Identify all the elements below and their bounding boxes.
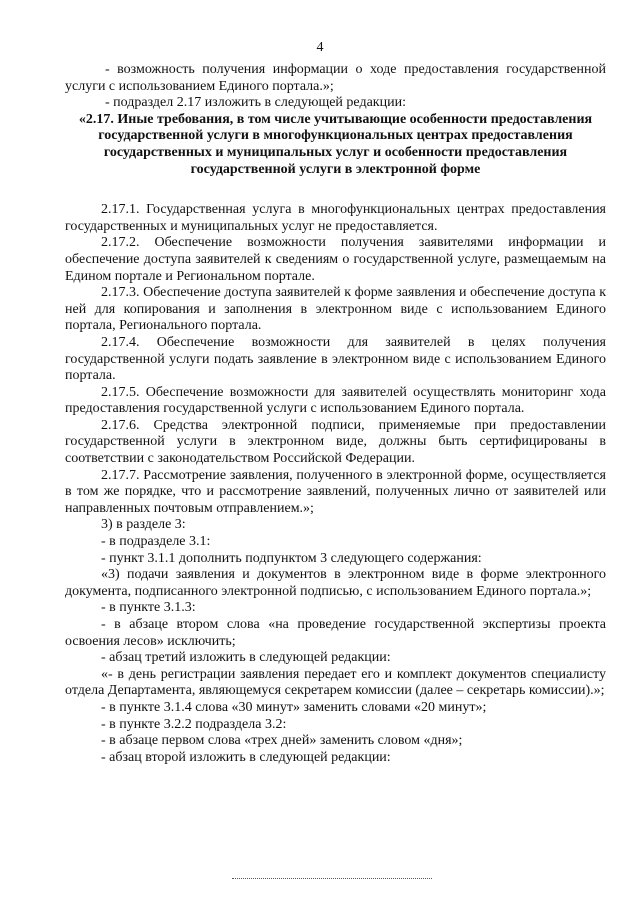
section3-line-4: «3) подачи заявления и документов в электронном виде в форме электронного документа, подписанного электронной подписью, с использованием Единого портала.»;: [65, 567, 606, 599]
section-heading-2-17: «2.17. Иные требования, в том числе учитывающие особенности предоставления государственной услуги в многофункциональных центрах предоставления государственных и муниципальных услуг и особенности предоставления государственной услуги в электронной форме: [78, 111, 593, 177]
section3-line-6: - в абзаце втором слова «на проведение государственной экспертизы проекта освоения лесов» исключить;: [65, 617, 606, 649]
item-2-17-6: 2.17.6. Средства электронной подписи, применяемые при предоставлении государственной услуги в электронном виде, должны быть сертифицированы в соответствии с законодательством Российской Федерации.: [65, 417, 606, 467]
section3-line-5: - в пункте 3.1.3:: [101, 600, 196, 616]
paragraph-top-1: - возможность получения информации о ходе предоставления государственной услуги с использованием Единого портала.»;: [65, 62, 606, 94]
section3-line-9: - в пункте 3.1.4 слова «30 минут» заменить словами «20 минут»;: [101, 699, 487, 715]
paragraph-top-2: - подраздел 2.17 изложить в следующей редакции:: [105, 95, 406, 111]
section3-line-8: «- в день регистрации заявления передает его и комплект документов специалисту отдела Департамента, являющемуся секретарем комиссии (далее – секретарь комиссии).»;: [65, 666, 606, 699]
item-2-17-2: 2.17.2. Обеспечение возможности получения заявителями информации и обеспечение доступа заявителей к сведениям о государственной услуге, размещаемым на Едином портале и Региональном портале.: [65, 235, 606, 284]
item-2-17-5: 2.17.5. Обеспечение возможности для заявителей осуществлять мониторинг хода предоставления государственной услуги с использованием Единого портала.: [65, 384, 606, 417]
footer-divider: [232, 878, 432, 879]
document-body: [65, 62, 606, 766]
section3-line-10: - в пункте 3.2.2 подраздела 3.2:: [101, 716, 287, 732]
item-2-17-3: 2.17.3. Обеспечение доступа заявителей к форме заявления и обеспечение доступа к ней для копирования и заполнения в электронном виде с использованием Единого портала, Регионального портала.: [65, 285, 606, 334]
item-2-17-4: 2.17.4. Обеспечение возможности для заявителей в целях получения государственной услуги подать заявление в электронном виде с использованием Единого портала.: [65, 334, 606, 384]
section3-line-7: - абзац третий изложить в следующей редакции:: [101, 650, 391, 666]
item-2-17-7: 2.17.7. Рассмотрение заявления, полученного в электронной форме, осуществляется в том же порядке, что и рассмотрение заявлений, полученных лично от заявителей или направленных почтовым отправлением.»;: [65, 467, 606, 516]
section3-intro: 3) в разделе 3:: [101, 517, 186, 533]
page-number: 4: [316, 40, 324, 55]
section3-line-12: - абзац второй изложить в следующей редакции:: [101, 749, 391, 765]
section3-line-11: - в абзаце первом слова «трех дней» заменить словом «дня»;: [101, 733, 463, 749]
section3-line-2: - в подразделе 3.1:: [101, 534, 211, 550]
item-2-17-1: 2.17.1. Государственная услуга в многофункциональных центрах предоставления государственных и муниципальных услуг не предоставляется.: [65, 202, 606, 234]
spacer: [65, 178, 606, 202]
section3-line-3: - пункт 3.1.1 дополнить подпунктом 3 следующего содержания:: [101, 550, 482, 566]
